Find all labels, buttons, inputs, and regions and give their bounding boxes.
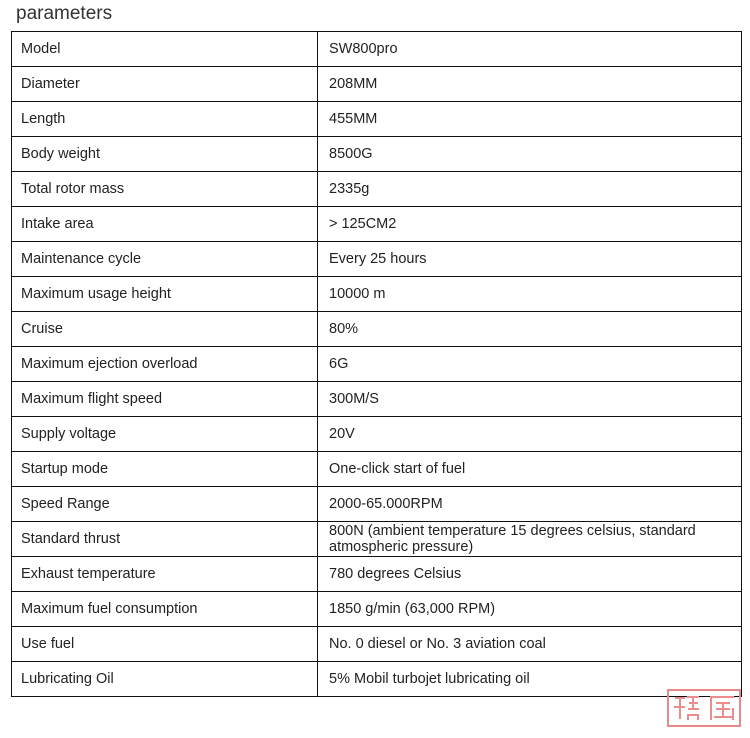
table-row	[12, 487, 742, 522]
seal-glyph-left	[673, 694, 701, 722]
spec-value: 10000 m	[318, 277, 742, 312]
table-row	[12, 137, 742, 172]
table-row	[12, 347, 742, 382]
spec-label: Lubricating Oil	[12, 662, 318, 697]
spec-value: 20V	[318, 417, 742, 452]
spec-label: Body weight	[12, 137, 318, 172]
spec-label: Diameter	[12, 67, 318, 102]
spec-label: Maximum usage height	[12, 277, 318, 312]
table-row	[12, 382, 742, 417]
spec-value: 800N (ambient temperature 15 degrees celsius, standard atmospheric pressure)	[318, 522, 742, 557]
seal-stamp-icon	[667, 689, 741, 727]
spec-label: Standard thrust	[12, 522, 318, 557]
spec-value: 80%	[318, 312, 742, 347]
spec-value: 6G	[318, 347, 742, 382]
spec-value: 780 degrees Celsius	[318, 557, 742, 592]
spec-value: 455MM	[318, 102, 742, 137]
specs-table	[11, 31, 742, 697]
table-row	[12, 102, 742, 137]
table-row	[12, 67, 742, 102]
spec-label: Total rotor mass	[12, 172, 318, 207]
spec-value: 300M/S	[318, 382, 742, 417]
table-row	[12, 522, 742, 557]
spec-label: Maximum fuel consumption	[12, 592, 318, 627]
spec-label: Intake area	[12, 207, 318, 242]
spec-value: > 125CM2	[318, 207, 742, 242]
table-row	[12, 592, 742, 627]
page-title: parameters	[16, 3, 113, 24]
spec-label: Startup mode	[12, 452, 318, 487]
spec-value: 5% Mobil turbojet lubricating oil	[318, 662, 742, 697]
spec-label: Maintenance cycle	[12, 242, 318, 277]
table-row	[12, 207, 742, 242]
spec-value: SW800pro	[318, 32, 742, 67]
table-row	[12, 172, 742, 207]
spec-value: 1850 g/min (63,000 RPM)	[318, 592, 742, 627]
spec-label: Maximum ejection overload	[12, 347, 318, 382]
spec-label: Cruise	[12, 312, 318, 347]
spec-value: Every 25 hours	[318, 242, 742, 277]
spec-value: No. 0 diesel or No. 3 aviation coal	[318, 627, 742, 662]
seal-glyph-right	[708, 694, 736, 722]
table-row	[12, 32, 742, 67]
table-row	[12, 627, 742, 662]
table-row	[12, 452, 742, 487]
spec-label: Model	[12, 32, 318, 67]
table-row	[12, 662, 742, 697]
spec-value: 2000-65.000RPM	[318, 487, 742, 522]
spec-value: 208MM	[318, 67, 742, 102]
spec-label: Maximum flight speed	[12, 382, 318, 417]
spec-value: One-click start of fuel	[318, 452, 742, 487]
spec-value: 2335g	[318, 172, 742, 207]
table-row	[12, 417, 742, 452]
spec-label: Speed Range	[12, 487, 318, 522]
spec-label: Length	[12, 102, 318, 137]
spec-label: Use fuel	[12, 627, 318, 662]
table-row	[12, 242, 742, 277]
table-row	[12, 277, 742, 312]
table-row	[12, 312, 742, 347]
spec-value: 8500G	[318, 137, 742, 172]
spec-label: Supply voltage	[12, 417, 318, 452]
table-row	[12, 557, 742, 592]
spec-label: Exhaust temperature	[12, 557, 318, 592]
